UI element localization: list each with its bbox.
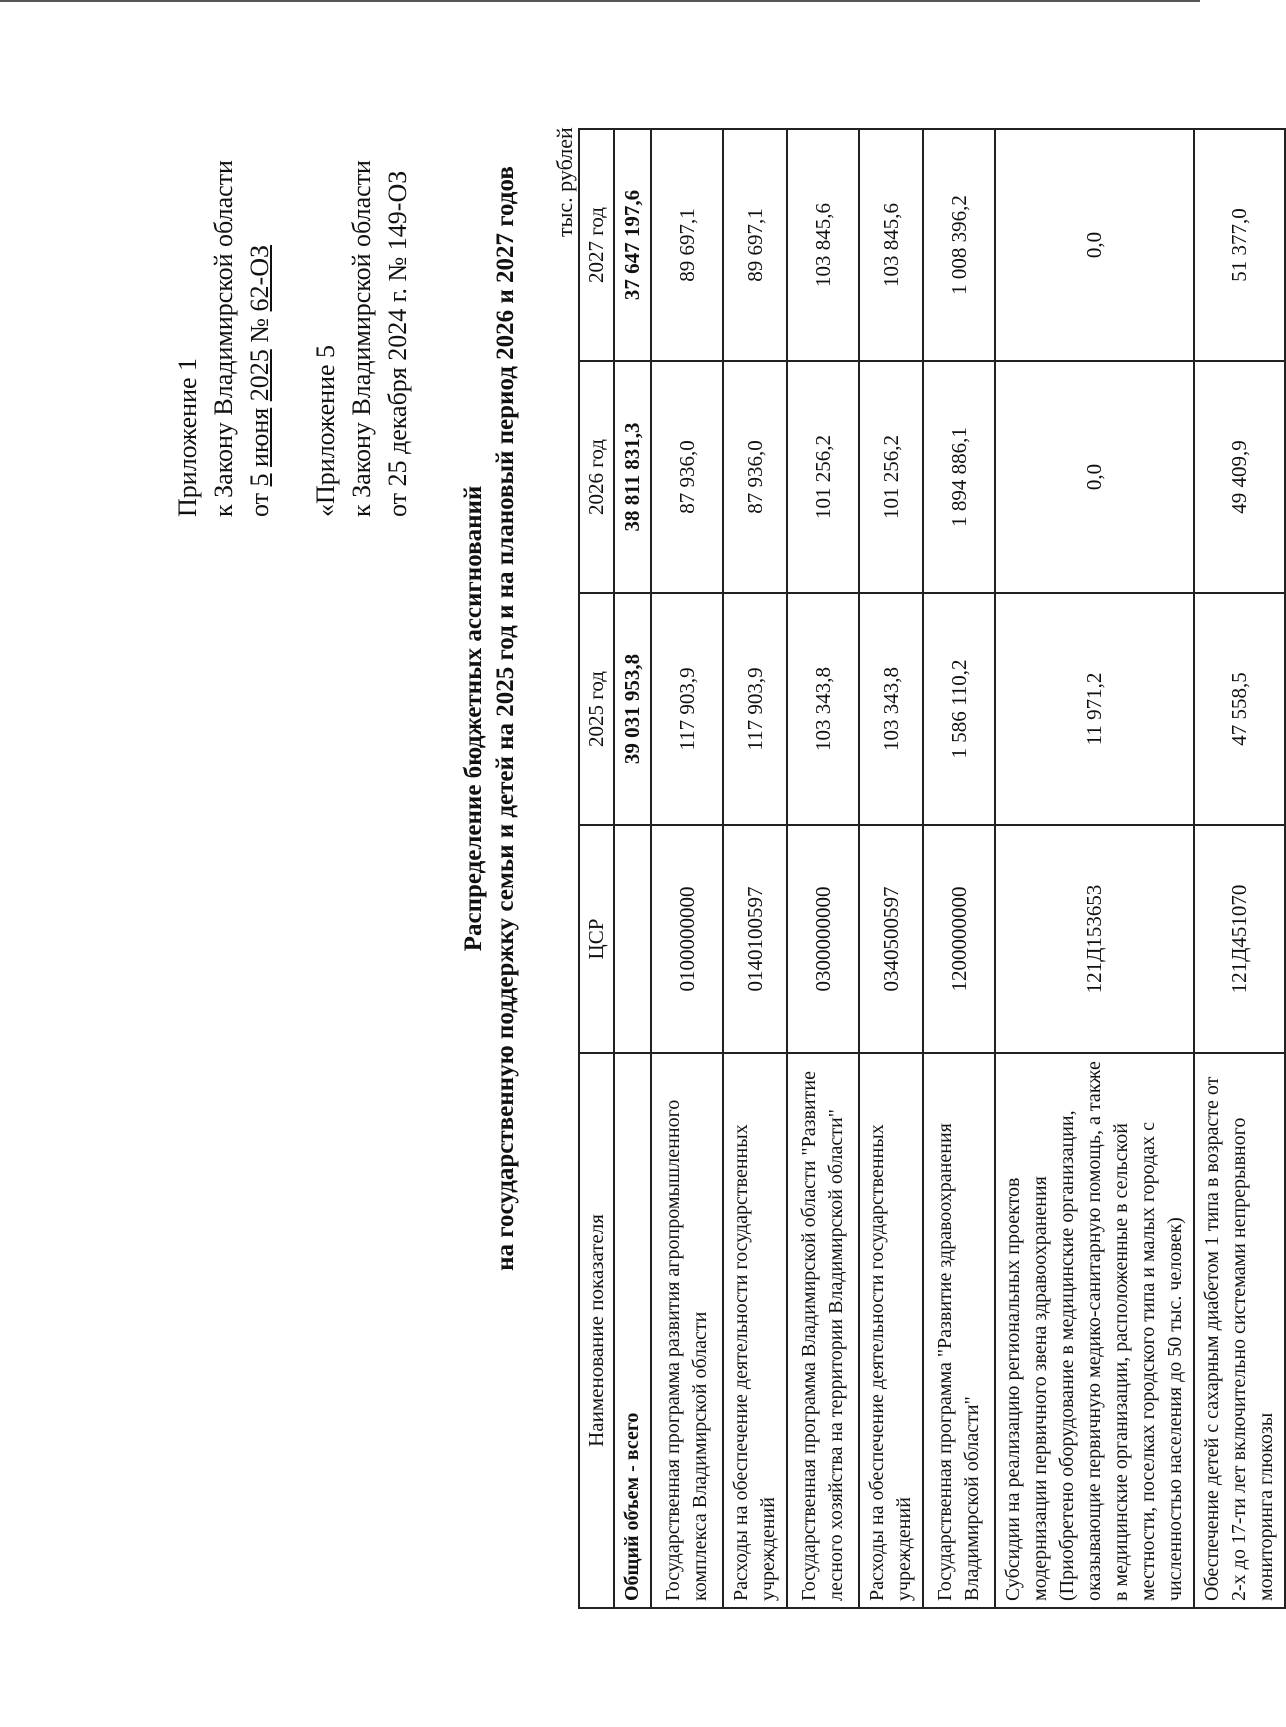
row-name: Государственная программа развития агропромышленного комплекса Владимирской области [651,1053,723,1608]
row-2027: 103 845,6 [787,129,859,361]
row-csr: 0140100597 [723,825,787,1053]
row-2027: 37 647 197,6 [614,129,651,361]
row-2025: 117 903,9 [723,593,787,825]
row-2025: 1 586 110,2 [923,593,995,825]
header-2026: 2026 год [579,361,614,593]
row-2026: 101 256,2 [859,361,923,593]
table-row [723,129,787,1608]
row-2025: 103 343,8 [787,593,859,825]
table-row [859,129,923,1608]
annex-1-number: 62-ОЗ [245,244,274,312]
row-2027: 89 697,1 [723,129,787,361]
table-row [1194,129,1285,1608]
row-name: Государственная программа "Развитие здравоохранения Владимирской области" [923,1053,995,1608]
row-2027: 1 008 396,2 [923,129,995,361]
row-2026: 38 811 831,3 [614,361,651,593]
row-name: Государственная программа Владимирской области "Развитие лесного хозяйства на территории Владимирской области" [787,1053,859,1608]
row-2027: 103 845,6 [859,129,923,361]
annex-5-header [308,160,416,517]
annex-1-header [170,160,278,517]
document-title: Распределение бюджетных ассигнований [460,485,487,952]
header-2027: 2027 год [579,129,614,361]
row-2025: 11 971,2 [995,593,1194,825]
row-csr [614,825,651,1053]
units-label: тыс. рублей [552,127,577,237]
row-csr: 121Д153653 [995,825,1194,1053]
row-csr: 0300000000 [787,825,859,1053]
row-2027: 89 697,1 [651,129,723,361]
row-2026: 49 409,9 [1194,361,1285,593]
row-2027: 0,0 [995,129,1194,361]
row-name: Субсидии на реализацию региональных проектов модернизации первичного звена здравоохранения (Приобретено оборудование в медицинские организации, оказывающие первичную медико-санитарную помощь, а также в медицинские организации, расположенные в сельской местности, поселках городского типа и малых городах с численностью населения до 50 тыс. человек) [995,1053,1194,1608]
row-2025: 117 903,9 [651,593,723,825]
row-2026: 101 256,2 [787,361,859,593]
header-name: Наименование показателя [579,1053,614,1608]
row-2026: 1 894 886,1 [923,361,995,593]
annex-1-month: июня [245,407,274,467]
header-2025: 2025 год [579,593,614,825]
annex-1-date-prefix: от [245,492,274,517]
row-2026: 87 936,0 [651,361,723,593]
row-name: Расходы на обеспечение деятельности государственных учреждений [723,1053,787,1608]
row-2025: 47 558,5 [1194,593,1285,825]
annex-1-title: Приложение 1 [173,357,202,517]
row-name: Обеспечение детей с сахарным диабетом 1 типа в возрасте от 2-х до 17-ти лет включительно системами непрерывного мониторинга глюкозы [1194,1053,1285,1608]
row-name: Общий объем - всего [614,1053,651,1608]
budget-table [578,128,1286,1609]
row-2025: 39 031 953,8 [614,593,651,825]
annex-1-date-line [242,160,278,517]
row-name: Расходы на обеспечение деятельности государственных учреждений [859,1053,923,1608]
row-csr: 0100000000 [651,825,723,1053]
table-row [995,129,1194,1608]
table-row [923,129,995,1608]
table-row [787,129,859,1608]
row-2026: 87 936,0 [723,361,787,593]
annex-1-year: 2025 [245,349,274,402]
row-2025: 103 343,8 [859,593,923,825]
annex-5-title: «Приложение 5 [311,344,340,517]
header-csr: ЦСР [579,825,614,1053]
annex-1-day: 5 [245,473,274,487]
annex-1-law-reference: к Закону Владимирской области [209,160,238,517]
table-row [614,129,651,1608]
table-row [651,129,723,1608]
row-2026: 0,0 [995,361,1194,593]
annex-1-number-prefix: № [245,317,274,343]
annex-5-law-reference: к Закону Владимирской области [347,160,376,517]
row-csr: 0340500597 [859,825,923,1053]
row-csr: 1200000000 [923,825,995,1053]
row-2027: 51 377,0 [1194,129,1285,361]
table-header-row [579,129,614,1608]
row-csr: 121Д451070 [1194,825,1285,1053]
annex-5-date-number: от 25 декабря 2024 г. № 149-ОЗ [383,170,412,517]
document-subtitle: на государственную поддержку семьи и детей на 2025 год и на плановый период 2026 и 2027 годов [492,166,519,1271]
